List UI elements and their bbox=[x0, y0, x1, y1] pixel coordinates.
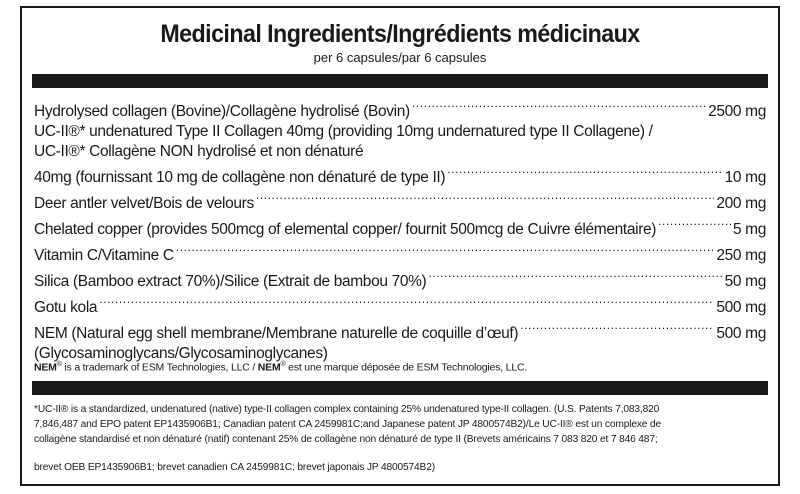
ingredient-name: Deer antler velvet/Bois de velours bbox=[34, 195, 254, 212]
ingredient-amount: 250 mg bbox=[716, 247, 766, 264]
panel-title: Medicinal Ingredients/Ingrédients médicinaux bbox=[160, 20, 640, 48]
ingredient-row-nem bbox=[34, 318, 766, 344]
ingredient-amount: 500 mg bbox=[716, 299, 766, 316]
footnote-line: collagène standardisé et non dénaturé (natif) contenant 25% de collagène non dénaturé de type II (Brevets américains 7 083 820 et 7 846 487; bbox=[34, 434, 658, 445]
dot-leader bbox=[256, 188, 715, 208]
dot-leader bbox=[428, 266, 722, 286]
footnote-line: *UC-II® is a standardized, undenatured (native) type-II collagen complex containing 25% undenatured type-II collagen. (U.S. Patents 7,083,820 bbox=[34, 404, 660, 415]
ingredient-name: Chelated copper (provides 500mcg of elemental copper/ fournit 500mcg de Cuivre élémentaire) bbox=[34, 221, 657, 238]
panel-subtitle: per 6 capsules/par 6 capsules bbox=[313, 50, 487, 65]
ingredient-amount: 50 mg bbox=[724, 273, 766, 290]
registered-mark-fr: ® bbox=[280, 361, 286, 368]
ingredient-row-vitamin-c bbox=[34, 240, 766, 266]
ingredient-row-deer-antler bbox=[34, 188, 766, 214]
ingredient-row-nem-line2: (Glycosaminoglycans/Glycosaminoglycanes) bbox=[34, 345, 328, 362]
ingredient-amount: 500 mg bbox=[716, 325, 766, 342]
ingredient-row-silica bbox=[34, 266, 766, 292]
trademark-notice bbox=[34, 358, 527, 375]
ingredient-name: Silica (Bamboo extract 70%)/Silice (Extrait de bambou 70%) bbox=[34, 273, 427, 290]
dot-leader bbox=[658, 214, 731, 234]
ingredient-amount: 10 mg bbox=[724, 169, 766, 186]
ingredient-name: Hydrolysed collagen (Bovine)/Collagène hydrolisé (Bovin) bbox=[34, 103, 410, 120]
top-divider-bar bbox=[32, 74, 768, 88]
ingredient-row-uc2-line2: UC-II®* Collagène NON hydrolisé et non dénaturé bbox=[34, 143, 364, 160]
dot-leader bbox=[520, 318, 714, 338]
ingredient-row-copper bbox=[34, 214, 766, 240]
dot-leader bbox=[447, 162, 722, 182]
footnote bbox=[34, 402, 768, 475]
trademark-text-fr: est une marque déposée de ESM Technologies, LLC. bbox=[285, 361, 528, 374]
dot-leader bbox=[412, 96, 706, 116]
ingredient-list bbox=[34, 96, 766, 364]
ingredient-name: Gotu kola bbox=[34, 299, 98, 316]
trademark-brand-fr: NEM bbox=[257, 361, 281, 374]
dot-leader bbox=[176, 240, 715, 260]
ingredient-amount: 2500 mg bbox=[708, 103, 766, 120]
footnote-line: 7,846,487 and EPO patent EP1435906B1; Canadian patent CA 2459981C;and Japanese patent JP 4800574B2)/Le UC-II® est un complexe de bbox=[34, 419, 662, 430]
ingredient-amount: 200 mg bbox=[716, 195, 766, 212]
ingredient-name: NEM (Natural egg shell membrane/Membrane naturelle de coquille d’œuf) bbox=[34, 325, 519, 342]
ingredient-name: Vitamin C/Vitamine C bbox=[34, 247, 174, 264]
trademark-text-en: is a trademark of ESM Technologies, LLC / bbox=[61, 361, 258, 374]
ingredient-row-uc2 bbox=[34, 162, 766, 188]
ingredient-amount: 5 mg bbox=[732, 221, 766, 238]
ingredient-row-gotu-kola bbox=[34, 292, 766, 318]
footnote-line: brevet OEB EP1435906B1; brevet canadien CA 2459981C; brevet japonais JP 4800574B2) bbox=[34, 462, 435, 473]
dot-leader bbox=[99, 292, 714, 312]
registered-mark: ® bbox=[56, 361, 62, 368]
ingredient-row-uc2-line1: UC-II®* undenatured Type II Collagen 40mg (providing 10mg undernatured type II Collagene) / bbox=[34, 123, 653, 140]
ingredient-name: 40mg (fournissant 10 mg de collagène non dénaturé de type II) bbox=[34, 169, 446, 186]
ingredients-panel bbox=[20, 6, 780, 486]
ingredient-row-collagen bbox=[34, 96, 766, 122]
middle-divider-bar bbox=[32, 381, 768, 395]
trademark-brand: NEM bbox=[34, 361, 57, 374]
